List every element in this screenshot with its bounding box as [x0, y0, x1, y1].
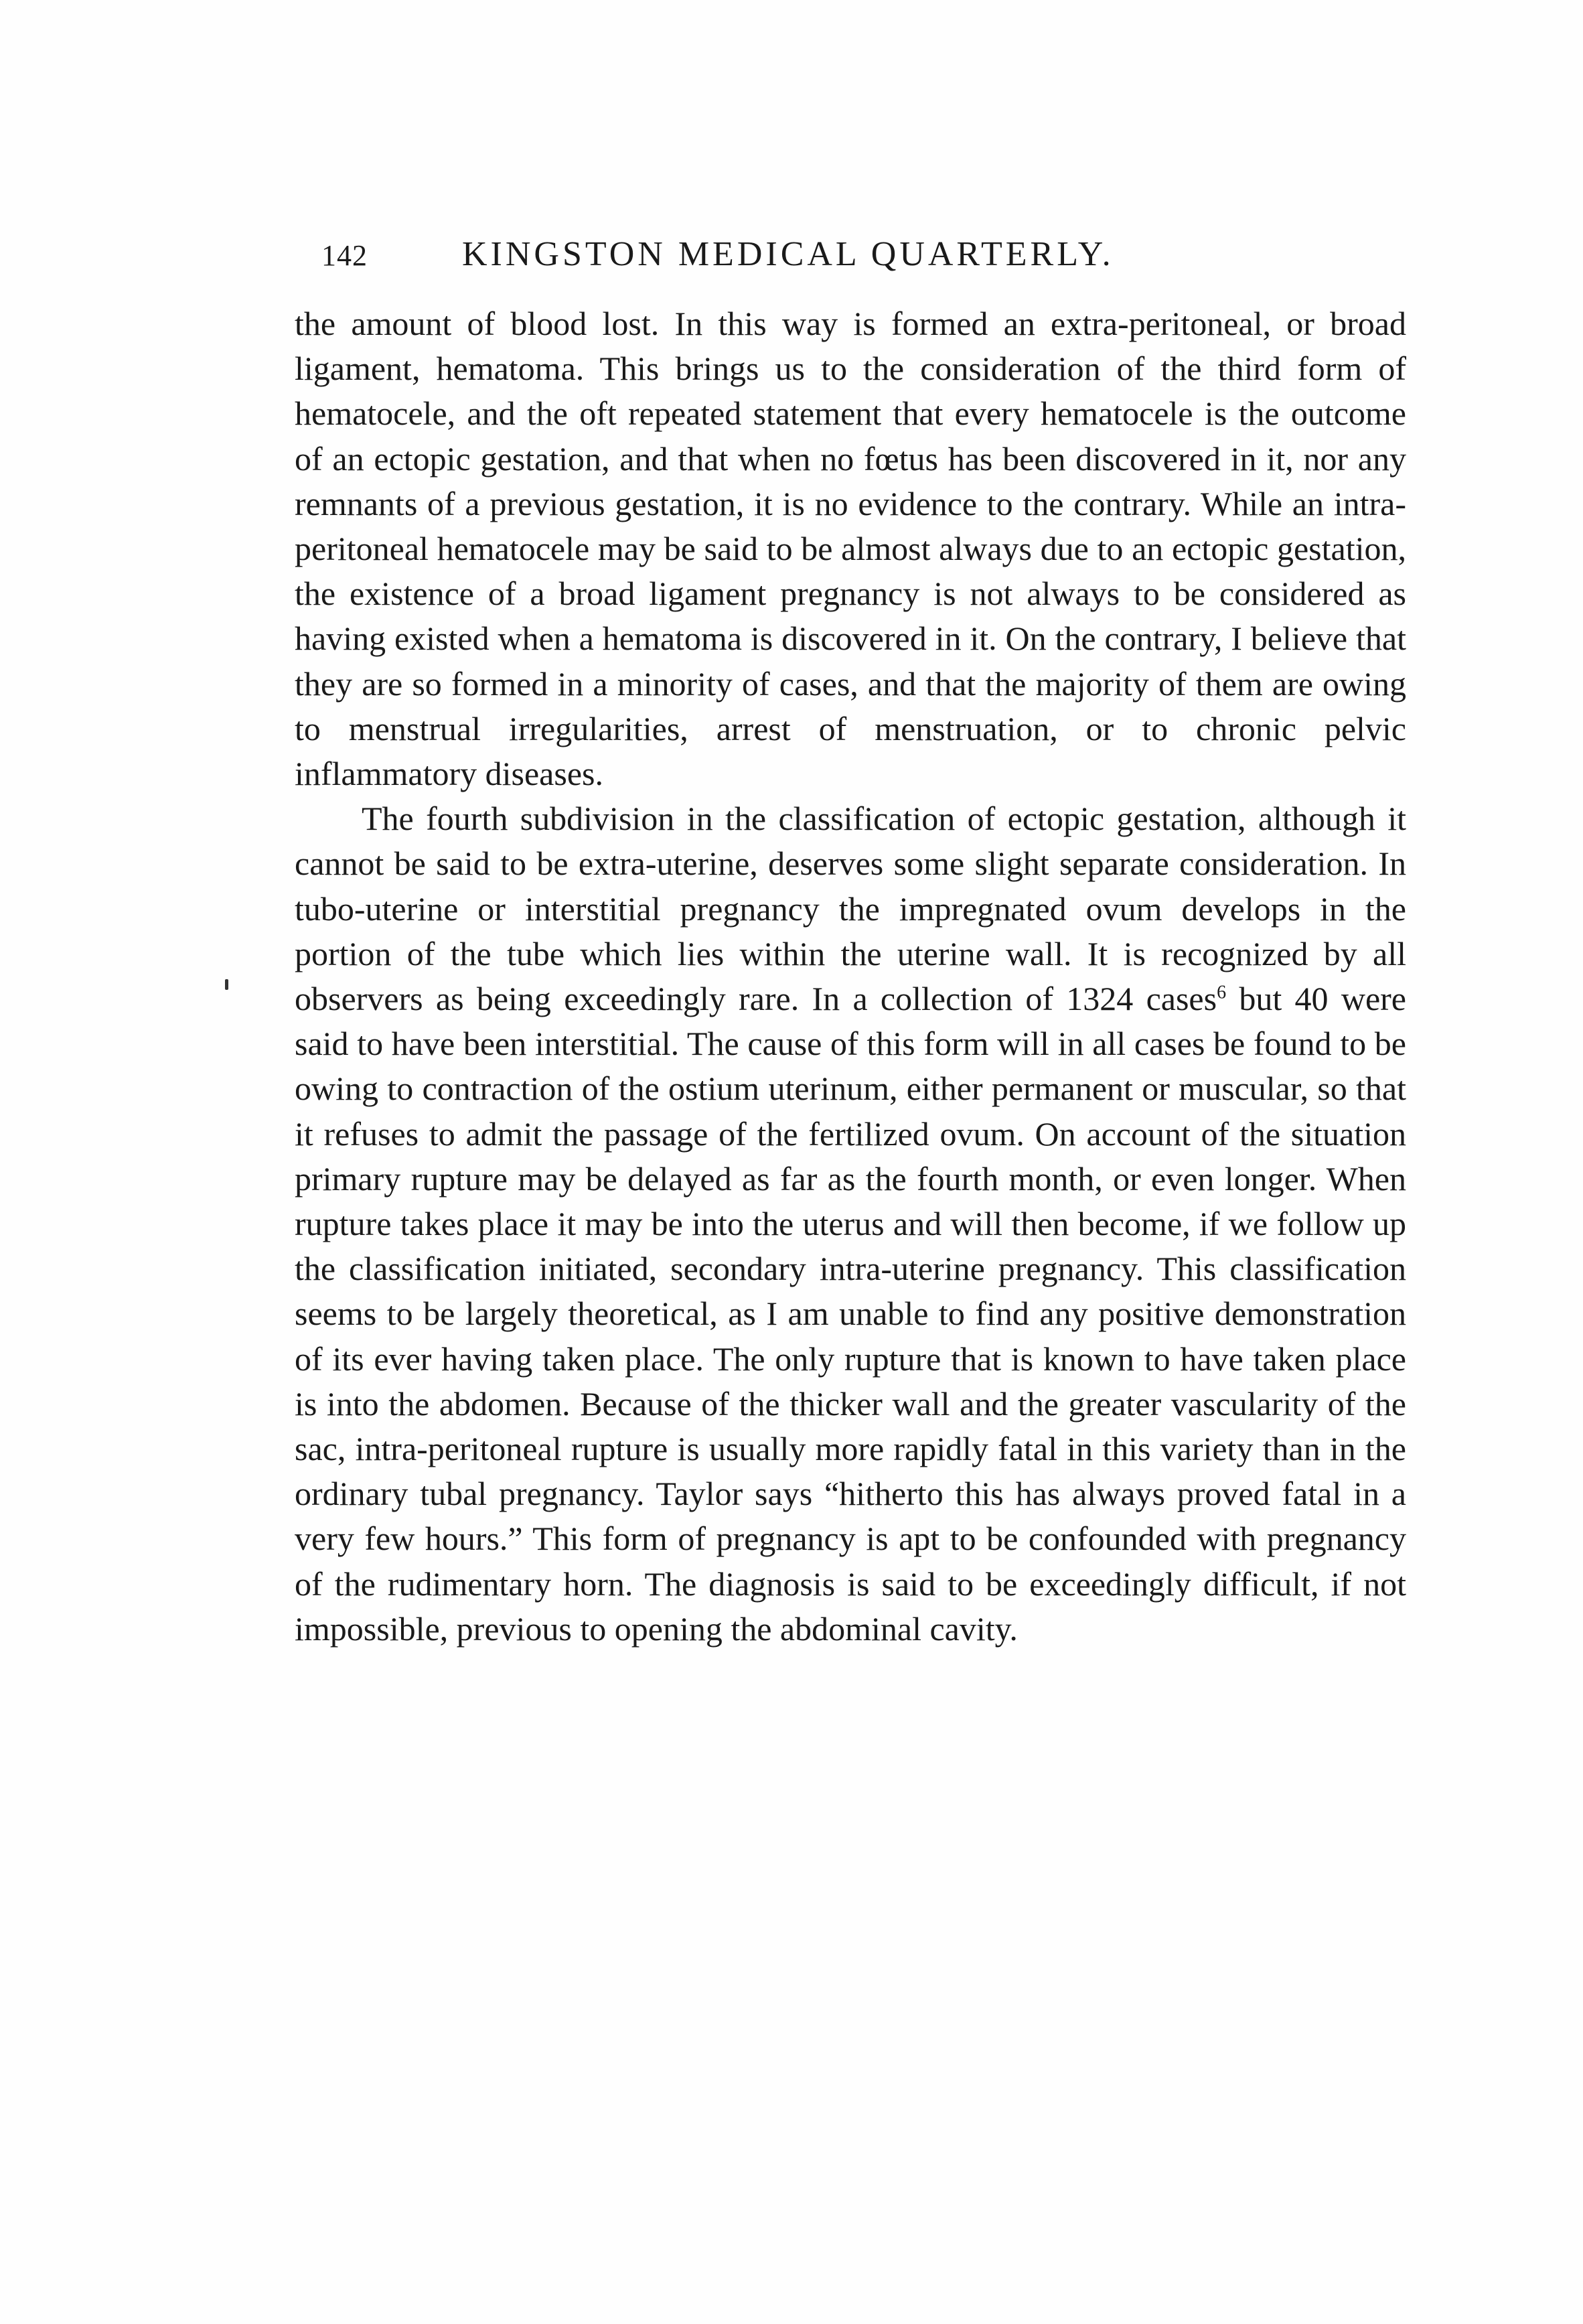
paragraph-text-after-footnote: but 40 were said to have been interstitial. The cause of this form will in all cases be found to be owing to contraction of the ostium uterinum, either permanent or muscular, so that it refuses to admit the passage of the fertilized ovum. On account of the situation primary rupture may be delayed as far as the fourth month, or even longer. When rupture takes place it may be into the uterus and will then become, if we follow up the classification initiated, secondary intra-uterine pregnancy. This classification seems to be largely theoretical, as I am unable to find any positive demonstration of its ever having taken place. The only rupture that is known to have taken place is into the abdomen. Because of the thicker wall and the greater vascularity of the sac, intra-peritoneal rupture is usually more rapidly fatal in this variety than in the ordinary tubal pregnancy. Taylor says “hitherto this has always proved fatal in a very few hours.” This form of pregnancy is apt to be confounded with pregnancy of the rudimentary horn. The diagnosis is said to be exceedingly difficult, if not impossible, previous to opening the abdominal cavity. [295, 980, 1406, 1648]
body-text [295, 301, 1406, 1652]
journal-title: KINGSTON MEDICAL QUARTERLY. [462, 235, 1114, 273]
footnote-reference: 6 [1217, 982, 1227, 1003]
paragraph-text-before-footnote: The fourth subdivision in the classification of ectopic gestation, although it cannot be said to be extra-uterine, deserves some slight separate consideration. In tubo-uterine or interstitial pregnancy the impregnated ovum develops in the portion of the tube which lies within the uterine wall. It is recognized by all observers as being exceedingly rare. In a collection of 1324 cases [295, 800, 1406, 1018]
running-head [321, 234, 1366, 288]
paragraph-fourth-subdivision [295, 796, 1406, 1652]
paragraph-continuation: the amount of blood lost. In this way is formed an extra-peritoneal, or broad ligament, hematoma. This brings us to the consideration of the third form of hematocele, and the oft repeated statement that every hematocele is the outcome of an ectopic gestation, and that when no fœtus has been discovered in it, nor any remnants of a previous gestation, it is no evidence to the contrary. While an intra-peritoneal hematocele may be said to be almost always due to an ectopic gestation, the existence of a broad ligament pregnancy is not always to be considered as having existed when a hematoma is discovered in it. On the contrary, I believe that they are so formed in a minority of cases, and that the majority of them are owing to menstrual irregularities, arrest of menstruation, or to chronic pelvic inflammatory diseases. [295, 305, 1406, 793]
page-number: 142 [321, 239, 368, 272]
stray-ink-mark [225, 979, 228, 990]
